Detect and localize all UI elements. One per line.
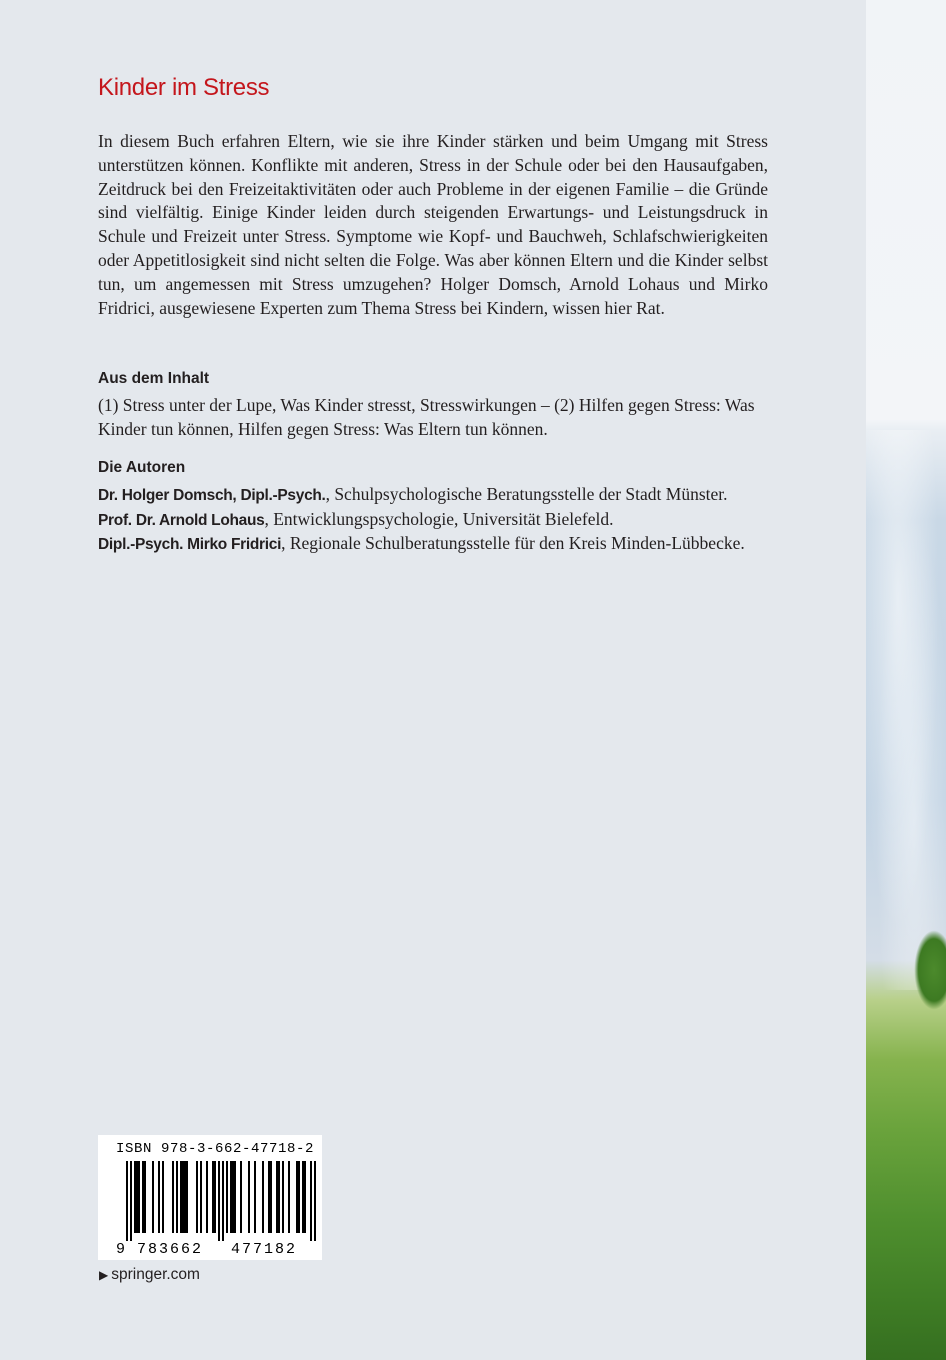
author-name: Prof. Dr. Arnold Lohaus bbox=[98, 511, 265, 529]
barcode-bar bbox=[200, 1161, 202, 1233]
barcode-first-digit: 9 bbox=[116, 1241, 126, 1258]
barcode-bar bbox=[278, 1161, 280, 1233]
barcode-bar bbox=[276, 1161, 278, 1233]
contents-text: (1) Stress unter der Lupe, Was Kinder stresst, Stresswirkungen – (2) Hilfen gegen Stress: Was Kinder tun können, Hilfen gegen Stress: Was Eltern tun können. bbox=[98, 395, 755, 439]
author-name: Dr. Holger Domsch, Dipl.-Psych. bbox=[98, 487, 326, 504]
contents-heading: Aus dem Inhalt bbox=[98, 370, 210, 387]
barcode-bar bbox=[182, 1161, 184, 1233]
barcode-bar bbox=[136, 1161, 138, 1233]
barcode-bar bbox=[240, 1161, 242, 1233]
author-name: Dipl.-Psych. Mirko Fridrici bbox=[98, 536, 282, 554]
authors-heading: Die Autoren bbox=[98, 459, 186, 476]
barcode-bar bbox=[142, 1161, 144, 1233]
barcode-bar bbox=[302, 1161, 304, 1233]
barcode-bar bbox=[126, 1161, 128, 1241]
barcode-bars bbox=[98, 1135, 322, 1260]
barcode-bar bbox=[218, 1161, 220, 1241]
barcode-bar bbox=[226, 1161, 228, 1233]
barcode-bar bbox=[176, 1161, 178, 1233]
barcode-bar bbox=[262, 1161, 264, 1233]
author-affiliation: , Entwicklungspsychologie, Universität Bielefeld. bbox=[264, 508, 614, 529]
barcode-bar bbox=[232, 1161, 234, 1233]
barcode-bar bbox=[282, 1161, 284, 1233]
authors-list bbox=[98, 483, 818, 557]
publisher-link[interactable] bbox=[99, 1266, 200, 1284]
barcode-bar bbox=[214, 1161, 216, 1233]
barcode-bar bbox=[298, 1161, 300, 1233]
author-affiliation: , Regionale Schulberatungsstelle für den Kreis Minden-Lübbecke. bbox=[281, 533, 745, 554]
barcode-bar bbox=[186, 1161, 188, 1233]
cover-photo-strip bbox=[866, 0, 946, 1360]
barcode-bar bbox=[248, 1161, 250, 1233]
barcode-bar bbox=[134, 1161, 136, 1233]
barcode-bar bbox=[162, 1161, 164, 1233]
barcode-bar bbox=[184, 1161, 186, 1233]
barcode-bar bbox=[288, 1161, 290, 1233]
barcode-bar bbox=[310, 1161, 312, 1241]
author-entry bbox=[98, 483, 818, 508]
barcode-bar bbox=[254, 1161, 256, 1233]
barcode-bar bbox=[268, 1161, 270, 1233]
book-title: Kinder im Stress bbox=[98, 74, 270, 101]
barcode-bar bbox=[304, 1161, 306, 1233]
author-affiliation: , Schulpsychologische Beratungsstelle der Stadt Münster. bbox=[325, 484, 728, 504]
barcode-bar bbox=[314, 1161, 316, 1241]
sky-clouds bbox=[866, 430, 946, 990]
isbn-barcode bbox=[98, 1135, 322, 1260]
barcode-bar bbox=[206, 1161, 208, 1233]
author-entry bbox=[98, 532, 818, 557]
barcode-bar bbox=[230, 1161, 232, 1233]
barcode-bar bbox=[144, 1161, 146, 1233]
tree bbox=[914, 930, 946, 1010]
isbn-label: ISBN 978-3-662-47718-2 bbox=[116, 1141, 315, 1157]
barcode-bar bbox=[130, 1161, 132, 1241]
barcode-bar bbox=[138, 1161, 140, 1233]
barcode-bar bbox=[158, 1161, 160, 1233]
book-description: In diesem Buch erfahren Eltern, wie sie ihre Kinder stärken und beim Umgang mit Stress unterstützen können. Konflikte mit anderen, Stress in der Schule oder bei den Hausaufgaben, Zeitdruck bei den Freizeitaktivitäten oder auch Probleme in der eigenen Familie – die Gründe sind vielfältig. Einige Kinder leiden durch steigenden Erwartungs- und Leistungsdruck in Schule und Freizeit unter Stress. Symptome wie Kopf- und Bauchweh, Schlafschwierigkeiten oder Appetitlosigkeit sind nicht selten die Folge. Was aber können Eltern und die Kinder selbst tun, um angemessen mit Stress umzugehen? Holger Domsch, Arnold Lohaus und Mirko Fridrici, ausgewiesene Experten zum Thema Stress bei Kindern, wissen hier Rat. bbox=[98, 131, 768, 318]
barcode-bar bbox=[234, 1161, 236, 1233]
barcode-bar bbox=[296, 1161, 298, 1233]
barcode-bar bbox=[196, 1161, 198, 1233]
publisher-url: springer.com bbox=[111, 1266, 200, 1283]
barcode-bar bbox=[270, 1161, 272, 1233]
barcode-bar bbox=[222, 1161, 224, 1241]
barcode-digits-left: 783662 bbox=[136, 1241, 204, 1258]
barcode-bar bbox=[152, 1161, 154, 1233]
barcode-bar bbox=[172, 1161, 174, 1233]
triangle-right-icon: ▶ bbox=[99, 1268, 109, 1282]
barcode-digits-right: 477182 bbox=[230, 1241, 298, 1258]
barcode-bar bbox=[212, 1161, 214, 1233]
author-entry bbox=[98, 508, 818, 533]
barcode-bar bbox=[180, 1161, 182, 1233]
